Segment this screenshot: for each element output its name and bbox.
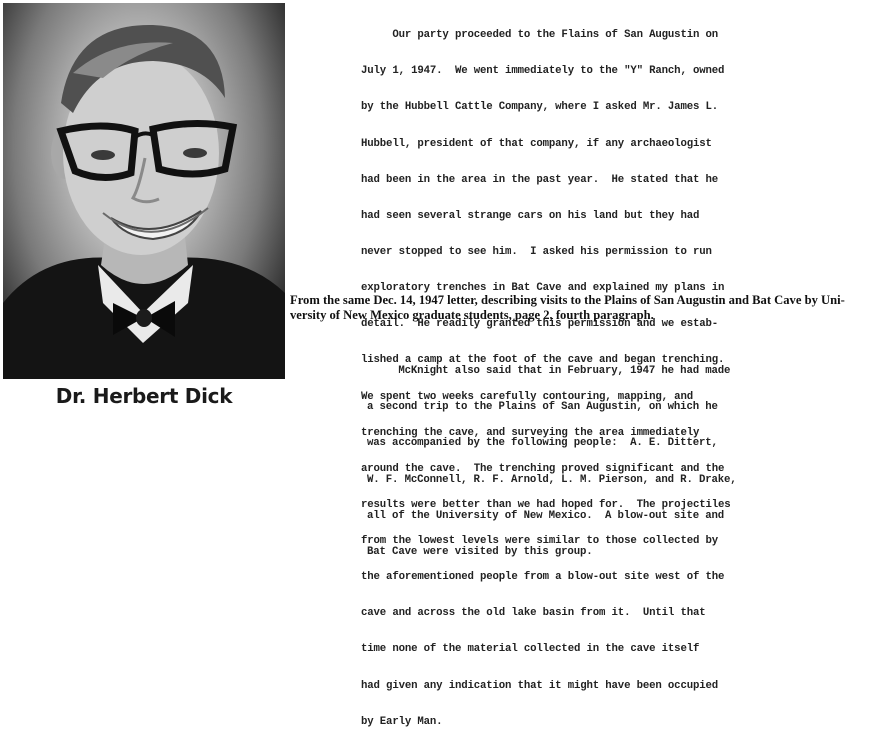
letter-excerpt-1-line: trenching the cave, and surveying the area immediately <box>361 426 700 439</box>
letter-excerpt-1-line: by Early Man. <box>361 715 443 728</box>
source-note-line: From the same Dec. 14, 1947 letter, describing visits to the Plains of San Augustin and Bat Cave by Uni- <box>290 293 845 307</box>
letter-excerpt-1-line: exploratory trenches in Bat Cave and explained my plans in <box>361 282 725 295</box>
letter-excerpt-2-line: was accompanied by the following people: A. E. Dittert, <box>367 437 718 450</box>
letter-excerpt-2-line: McKnight also said that in February, 1947 he had made <box>367 365 731 378</box>
letter-excerpt-1-line: had been in the area in the past year. He stated that he <box>361 173 719 186</box>
letter-excerpt-1-line: July 1, 1947. We went immediately to the "Y" Ranch, owned <box>361 65 725 78</box>
letter-excerpt-1-line: detail. He readily granted this permission and we estab- <box>361 318 719 331</box>
letter-excerpt-2-line: a second trip to the Plains of San Augustin, on which he <box>367 401 718 414</box>
letter-excerpt-2-line: all of the University of New Mexico. A blow-out site and <box>367 509 725 522</box>
letter-excerpt-1-line: never stopped to see him. I asked his permission to run <box>361 245 712 258</box>
letter-excerpt-1-line: Our party proceeded to the Flains of San Augustin on <box>361 29 719 42</box>
letter-excerpt-1-line: by the Hubbell Cattle Company, where I asked Mr. James L. <box>361 101 719 114</box>
letter-excerpt-1-line: cave and across the old lake basin from it. Until that <box>361 607 706 620</box>
portrait-photo <box>3 3 285 379</box>
photo-caption: Dr. Herbert Dick <box>55 384 233 408</box>
letter-excerpt-1-line: had given any indication that it might have been occupied <box>361 679 719 692</box>
portrait-illustration <box>3 3 285 379</box>
letter-excerpt-1-line: around the cave. The trenching proved significant and the <box>361 462 725 475</box>
letter-excerpt-2-line: Bat Cave were visited by this group. <box>367 545 593 558</box>
source-note <box>290 293 860 322</box>
letter-excerpt-1-line: from the lowest levels were similar to those collected by <box>361 535 719 548</box>
letter-excerpt-1-line: lished a camp at the foot of the cave and began trenching. <box>361 354 725 367</box>
letter-excerpt-1-line: the aforementioned people from a blow-out site west of the <box>361 571 725 584</box>
letter-excerpt-1-line: results were better than we had hoped for. The projectiles <box>361 498 731 511</box>
letter-excerpt-2-line: W. F. McConnell, R. F. Arnold, L. M. Pierson, and R. Drake, <box>367 473 737 486</box>
letter-excerpt-1-line: had seen several strange cars on his land but they had <box>361 209 700 222</box>
letter-excerpt-2 <box>367 341 737 582</box>
letter-excerpt-1-line: We spent two weeks carefully contouring, mapping, and <box>361 390 693 403</box>
source-note-line: versity of New Mexico graduate students, page 2, fourth paragraph. <box>290 307 654 322</box>
letter-excerpt-1-line: time none of the material collected in the cave itself <box>361 643 700 656</box>
letter-excerpt-1-line: Hubbell, president of that company, if any archaeologist <box>361 137 712 150</box>
